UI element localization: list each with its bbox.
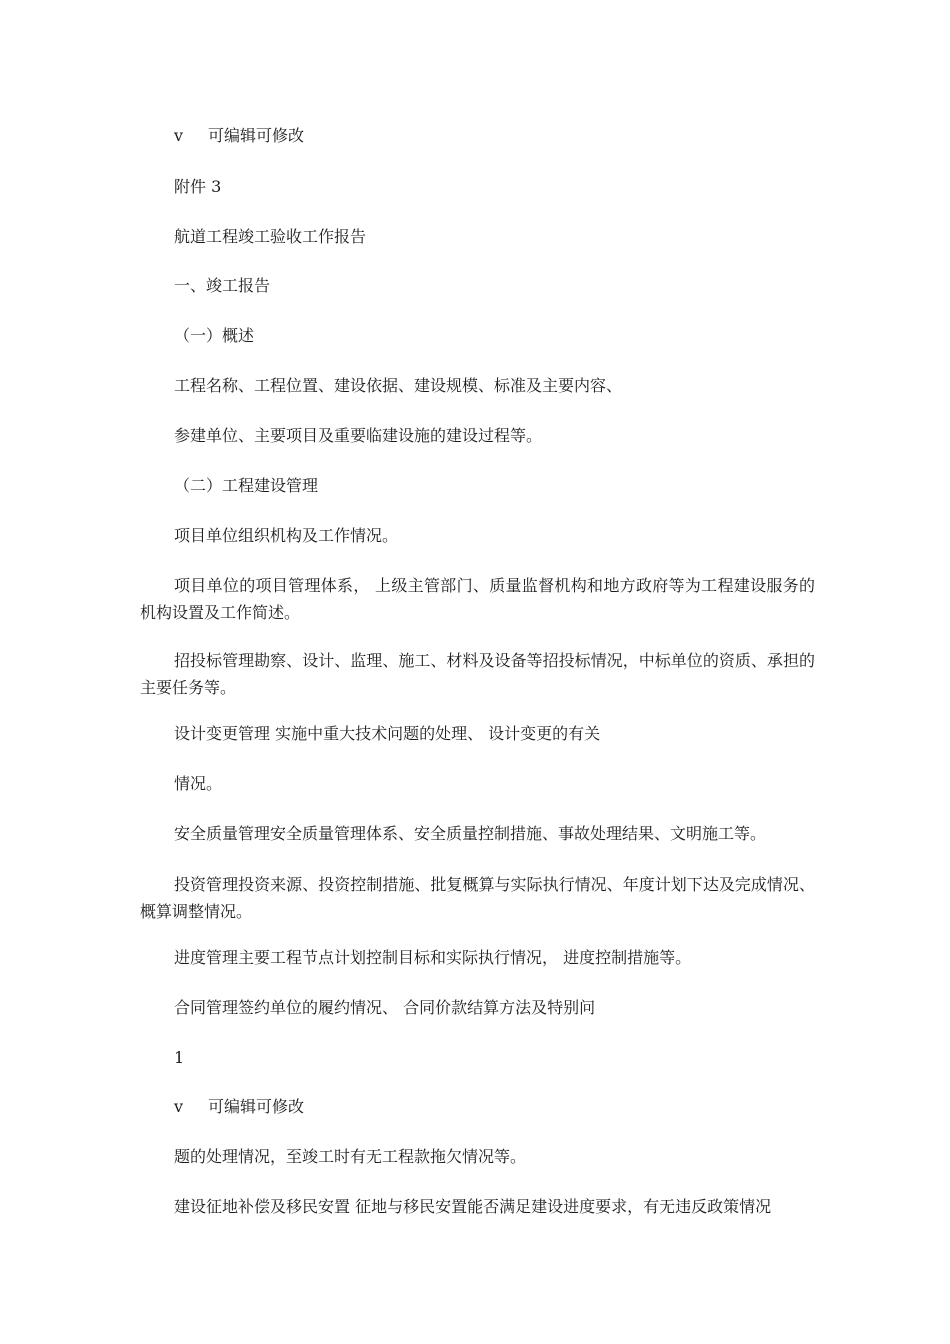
paragraph: 工程名称、工程位置、建设依据、建设规模、标准及主要内容、 [174,376,623,395]
paragraph: 安全质量管理安全质量管理体系、安全质量控制措施、事故处理结果、文明施工等。 [174,824,767,843]
header-mark: v [174,126,184,145]
paragraph: 项目单位的项目管理体系， 上级主管部门、质量监督机构和地方政府等为工程建设服务的机构设置及工作简述。 [140,576,815,622]
paragraph: 合同管理签约单位的履约情况、 合同价款结算方法及特别问 [174,998,596,1017]
paragraph: 设计变更管理 实施中重大技术问题的处理、 设计变更的有关 [174,724,601,743]
paragraph: 建设征地补偿及移民安置 征地与移民安置能否满足建设进度要求，有无违反政策情况 [174,1197,772,1216]
page-header [174,1094,814,1120]
header-text: 可编辑可修改 [208,126,305,145]
subsection-heading: （二）工程建设管理 [174,476,319,495]
paragraph: 招投标管理勘察、设计、监理、施工、材料及设备等招投标情况，中标单位的资质、承担的主要任务等。 [140,651,815,697]
page-number: 1 [174,1048,185,1067]
section-heading: 一、竣工报告 [174,276,271,295]
attachment-label: 附件 3 [174,177,222,196]
paragraph: 项目单位组织机构及工作情况。 [174,526,399,545]
paragraph: 投资管理投资来源、投资控制措施、批复概算与实际执行情况、年度计划下达及完成情况、概算调整情况。 [140,875,815,921]
page-header [174,123,814,149]
paragraph: 参建单位、主要项目及重要临建设施的建设过程等。 [174,426,543,445]
paragraph: 进度管理主要工程节点计划控制目标和实际执行情况， 进度控制措施等。 [174,948,692,967]
header-mark: v [174,1097,184,1116]
paragraph: 情况。 [174,774,223,793]
subsection-heading: （一）概述 [174,326,255,345]
document-title: 航道工程竣工验收工作报告 [174,227,367,246]
paragraph: 题的处理情况，至竣工时有无工程款拖欠情况等。 [174,1147,527,1166]
header-text: 可编辑可修改 [208,1097,305,1116]
